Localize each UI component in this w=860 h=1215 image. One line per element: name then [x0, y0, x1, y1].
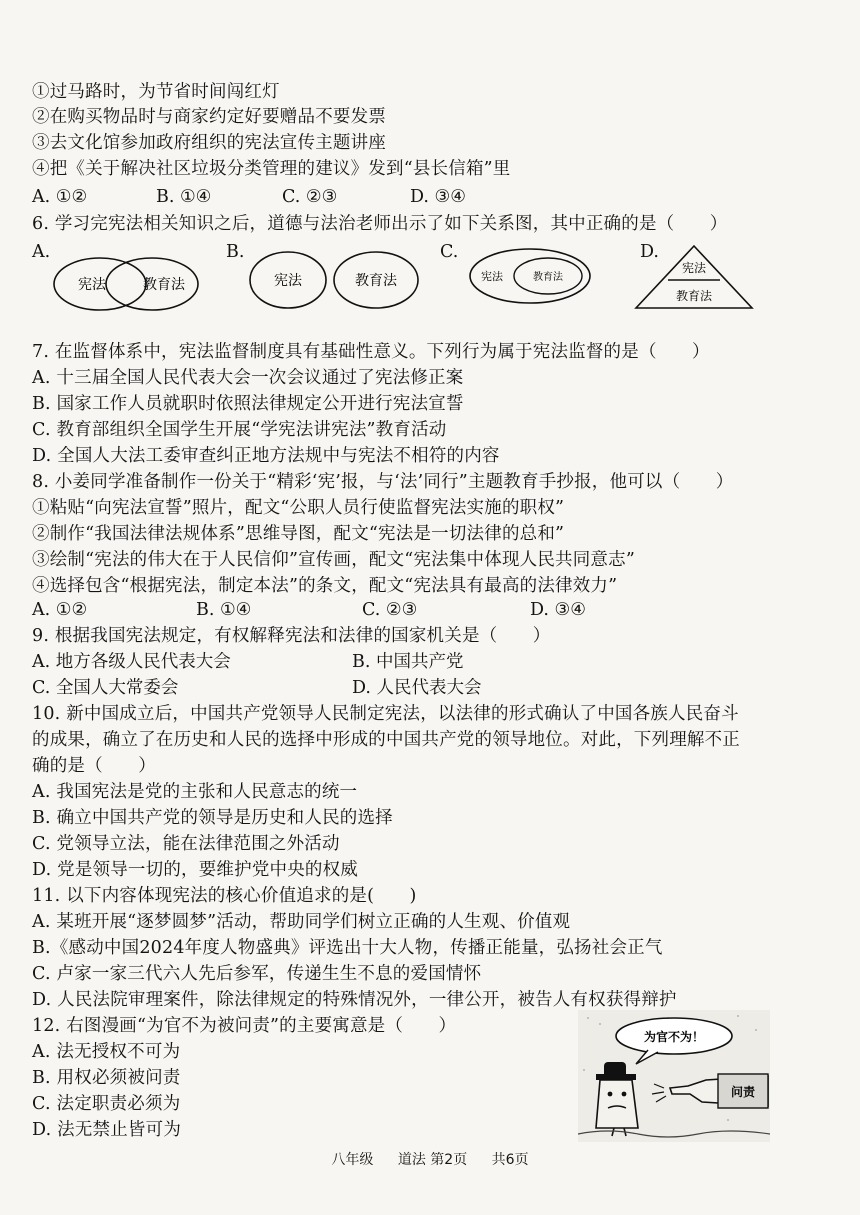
q7-stem: 7. 在监督体系中，宪法监督制度具有基础性意义。下列行为属于宪法监督的是（ ） [32, 342, 710, 362]
option-b: B. ①④ [156, 187, 212, 207]
q11-option-b: B.《感动中国2024年度人物盛典》评选出十大人物，传播正能量，弘扬社会正气 [32, 938, 663, 958]
item-3: ③去文化馆参加政府组织的宪法宣传主题讲座 [32, 133, 386, 153]
footer-total: 共6页 [491, 1152, 529, 1168]
footer-grade: 八年级 [331, 1152, 374, 1168]
q11-option-a: A. 某班开展“逐梦圆梦”活动，帮助同学们树立正确的人生观、价值观 [32, 912, 571, 932]
footer-subject-page: 道法 第2页 [397, 1152, 468, 1168]
q6-label-b: B. [226, 242, 245, 262]
hand-label: 问责 [730, 1085, 756, 1099]
q6-stem: 6. 学习完宪法相关知识之后，道德与法治老师出示了如下关系图，其中正确的是（ ） [32, 214, 728, 234]
q8-option-a: A. ①② [32, 600, 88, 620]
diagram-a-overlap [48, 254, 204, 314]
diagram-a-label-2: 教育法 [143, 277, 185, 293]
q11-option-d: D. 人民法院审理案件，除法律规定的特殊情况外，一律公开，被告人有权获得辩护 [32, 990, 677, 1010]
item-1: ①过马路时，为节省时间闯红灯 [32, 82, 280, 102]
diagram-c-label-outer: 宪法 [481, 270, 503, 283]
q10-option-d: D. 党是领导一切的，要维护党中央的权威 [32, 860, 359, 880]
option-a: A. ①② [32, 187, 88, 207]
option-d: D. ③④ [410, 187, 466, 207]
q9-option-b: B. 中国共产党 [352, 652, 464, 672]
q11-option-c: C. 卢家一家三代六人先后参军，传递生生不息的爱国情怀 [32, 964, 482, 984]
bubble-text: 为官不为！ [643, 1030, 705, 1044]
q10-option-c: C. 党领导立法，能在法律范围之外活动 [32, 834, 340, 854]
option-c: C. ②③ [282, 187, 338, 207]
q12-cartoon [578, 1010, 770, 1142]
q8-option-c: C. ②③ [362, 600, 418, 620]
q8-option-d: D. ③④ [530, 600, 586, 620]
q7-option-c: C. 教育部组织全国学生开展“学宪法讲宪法”教育活动 [32, 420, 447, 440]
page-footer [0, 1150, 860, 1170]
q6-label-a: A. [32, 242, 51, 262]
q8-option-b: B. ①④ [196, 600, 252, 620]
q9-option-a: A. 地方各级人民代表大会 [32, 652, 231, 672]
q6-label-c: C. [440, 242, 459, 262]
q10-option-b: B. 确立中国共产党的领导是历史和人民的选择 [32, 808, 393, 828]
item-2: ②在购买物品时与商家约定好要赠品不要发票 [32, 107, 386, 127]
diagram-d-label-bottom: 教育法 [675, 289, 713, 303]
q12-option-c: C. 法定职责必须为 [32, 1094, 181, 1114]
q9-option-d: D. 人民代表大会 [352, 678, 482, 698]
diagram-b-label-2: 教育法 [355, 273, 397, 289]
q7-option-a: A. 十三届全国人民代表大会一次会议通过了宪法修正案 [32, 368, 464, 388]
q8-item-4: ④选择包含“根据宪法，制定本法”的条文，配文“宪法具有最高的法律效力” [32, 576, 618, 596]
q12-stem: 12. 右图漫画“为官不为被问责”的主要寓意是（ ） [32, 1016, 457, 1036]
q8-item-1: ①粘贴“向宪法宣誓”照片，配文“公职人员行使监督宪法实施的职权” [32, 498, 565, 518]
diagram-a-label-1: 宪法 [78, 277, 106, 293]
q10-stem-line-2: 的成果，确立了在历史和人民的选择中形成的中国共产党的领导地位。对此，下列理解不正 [32, 730, 740, 750]
diagram-b-label-1: 宪法 [274, 273, 302, 289]
q7-option-b: B. 国家工作人员就职时依照法律规定公开进行宪法宣誓 [32, 394, 464, 414]
q8-item-2: ②制作“我国法律法规体系”思维导图，配文“宪法是一切法律的总和” [32, 524, 565, 544]
q10-stem-line-1: 10. 新中国成立后，中国共产党领导人民制定宪法，以法律的形式确认了中国各族人民奋斗 [32, 704, 739, 724]
diagram-d-pyramid [632, 242, 756, 312]
diagram-b-separate [246, 248, 422, 312]
q10-option-a: A. 我国宪法是党的主张和人民意志的统一 [32, 782, 358, 802]
q10-stem-line-3: 确的是（ ） [32, 756, 156, 776]
q11-stem: 11. 以下内容体现宪法的核心价值追求的是( ) [32, 886, 417, 906]
item-4: ④把《关于解决社区垃圾分类管理的建议》发到“县长信箱”里 [32, 159, 511, 179]
q12-option-d: D. 法无禁止皆可为 [32, 1120, 182, 1140]
q12-option-a: A. 法无授权不可为 [32, 1042, 181, 1062]
q9-option-c: C. 全国人大常委会 [32, 678, 179, 698]
q6-label-d: D. [640, 242, 659, 262]
q8-item-3: ③绘制“宪法的伟大在于人民信仰”宣传画，配文“宪法集中体现人民共同意志” [32, 550, 635, 570]
q7-option-d: D. 全国人大法工委审查纠正地方法规中与宪法不相符的内容 [32, 446, 500, 466]
diagram-c-nested [466, 246, 598, 308]
q8-stem: 8. 小姜同学准备制作一份关于“精彩‘宪’报，与‘法’同行”主题教育手抄报，他可以（ ） [32, 472, 734, 492]
q9-stem: 9. 根据我国宪法规定，有权解释宪法和法律的国家机关是（ ） [32, 626, 551, 646]
diagram-c-label-inner: 教育法 [533, 272, 563, 283]
diagram-d-label-top: 宪法 [681, 261, 707, 275]
q12-option-b: B. 用权必须被问责 [32, 1068, 181, 1088]
